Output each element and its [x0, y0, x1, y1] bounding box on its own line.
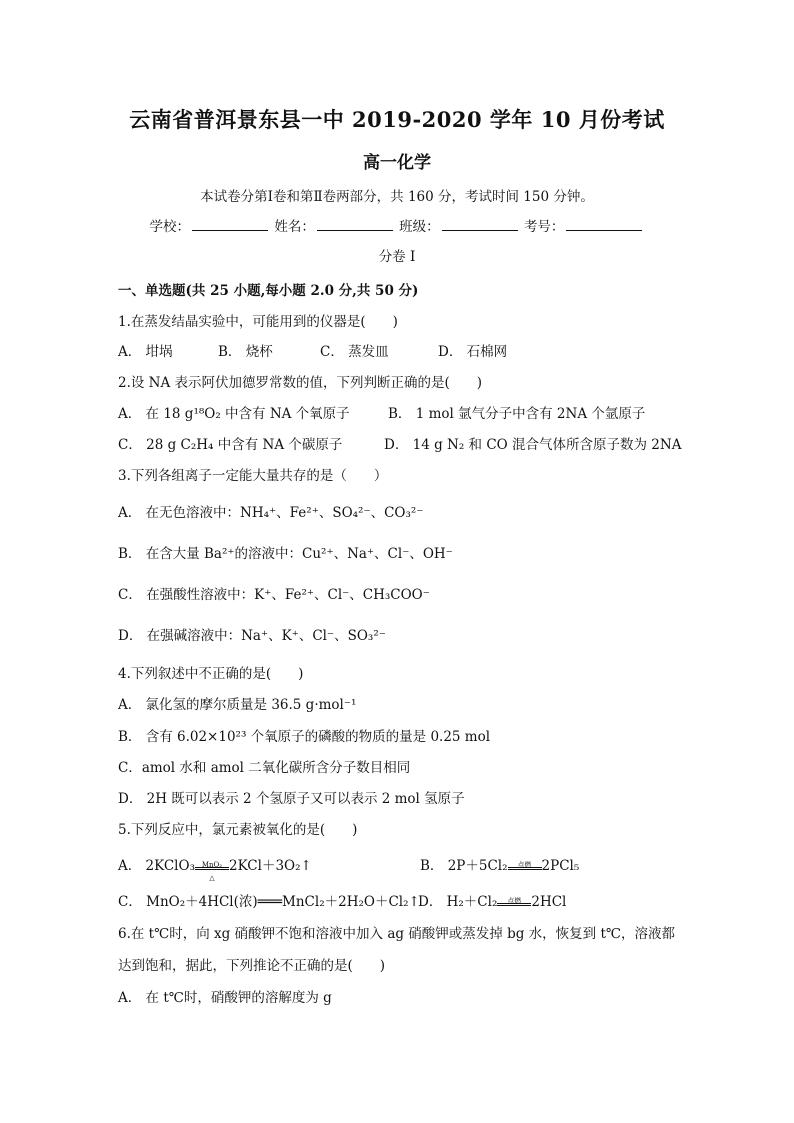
name-blank[interactable] [317, 218, 393, 231]
q1-option-a[interactable]: A． 坩埚 [118, 344, 173, 360]
school-blank[interactable] [192, 218, 268, 231]
q5-a-reactants: A． 2KClO₃ [118, 858, 195, 874]
exam-title: 云南省普洱景东县一中 2019-2020 学年 10 月份考试 [129, 107, 665, 132]
q4-stem: 4.下列叙述中不正确的是( ) [118, 666, 304, 682]
q3-option-c[interactable]: C． 在强酸性溶液中：K⁺、Fe²⁺、Cl⁻、CH₃COO⁻ [118, 587, 430, 603]
q5-b-products: 2PCl₅ [541, 858, 580, 874]
q5-d-products: 2HCl [531, 894, 567, 910]
q1-stem: 1.在蒸发结晶实验中，可能用到的仪器是( ) [118, 314, 398, 330]
q4-option-d[interactable]: D． 2H 既可以表示 2 个氢原子又可以表示 2 mol 氢原子 [118, 791, 465, 807]
exam-subtitle: 高一化学 [363, 153, 431, 173]
q5-option-c[interactable]: C． MnO₂＋4HCl(浓)═══MnCl₂＋2H₂O＋Cl₂↑ [118, 894, 420, 910]
q3-option-b[interactable]: B． 在含大量 Ba²⁺的溶液中：Cu²⁺、Na⁺、Cl⁻、OH⁻ [118, 546, 453, 562]
q3-option-a[interactable]: A． 在无色溶液中：NH₄⁺、Fe²⁺、SO₄²⁻、CO₃²⁻ [118, 505, 424, 521]
q5-d-condition [497, 894, 531, 912]
q5-a-condition [195, 858, 229, 882]
q6-stem-line2: 达到饱和，据此，下列推论不正确的是( ) [118, 958, 386, 974]
q5-stem: 5.下列反应中，氯元素被氧化的是( ) [118, 822, 358, 838]
q4-option-a[interactable]: A． 氯化氢的摩尔质量是 36.5 g·mol⁻¹ [118, 697, 357, 713]
class-label: 班级： [399, 219, 440, 235]
class-blank[interactable] [442, 218, 518, 231]
q5-d-ignite: 点燃 [507, 896, 522, 905]
q2-option-a[interactable]: A． 在 18 g¹⁸O₂ 中含有 NA 个氧原子 [118, 406, 350, 422]
q5-b-reactants: B． 2P＋5Cl₂ [420, 858, 508, 874]
exam-intro: 本试卷分第Ⅰ卷和第Ⅱ卷两部分，共 160 分，考试时间 150 分钟。 [200, 189, 594, 205]
q5-a-catalyst: MnO₂ [201, 860, 223, 869]
q5-a-products: 2KCl＋3O₂↑ [228, 858, 312, 874]
volume-label: 分卷 I [378, 249, 416, 265]
q5-d-reactants: D． H₂＋Cl₂ [418, 894, 498, 910]
q5-option-b[interactable] [420, 857, 579, 876]
q6-stem-line1: 6.在 t℃时，向 xg 硝酸钾不饱和溶液中加入 ag 硝酸钾或蒸发掉 bg 水，恢复到 t℃，溶液都 [118, 926, 675, 942]
q4-option-c[interactable]: C．amol 水和 amol 二氧化碳所含分子数目相同 [118, 760, 411, 776]
id-blank[interactable] [566, 218, 642, 231]
q1-option-c[interactable]: C． 蒸发皿 [320, 344, 389, 360]
q3-stem: 3.下列各组离子一定能大量共存的是（ ） [118, 468, 388, 484]
q1-option-d[interactable]: D． 石棉网 [438, 344, 508, 360]
name-label: 姓名： [274, 219, 315, 235]
q5-option-a[interactable] [118, 857, 312, 882]
id-label: 考号： [523, 219, 565, 235]
school-label: 学校： [149, 219, 191, 235]
q2-option-b[interactable]: B． 1 mol 氩气分子中含有 2NA 个氩原子 [388, 406, 646, 422]
student-info-row [0, 218, 794, 236]
q5-a-heat: △ [209, 873, 215, 882]
q3-option-d[interactable]: D． 在强碱溶液中：Na⁺、K⁺、Cl⁻、SO₃²⁻ [118, 628, 386, 644]
q5-b-ignite: 点燃 [517, 860, 532, 869]
q2-stem: 2.设 NA 表示阿伏加德罗常数的值，下列判断正确的是( ) [118, 375, 483, 391]
q5-option-d[interactable] [418, 893, 566, 912]
section-title: 一、单选题(共 25 小题,每小题 2.0 分,共 50 分) [118, 283, 419, 299]
q1-option-b[interactable]: B． 烧杯 [218, 344, 273, 360]
q4-option-b[interactable]: B． 含有 6.02×10²³ 个氧原子的磷酸的物质的量是 0.25 mol [118, 729, 491, 745]
q2-option-c[interactable]: C． 28 g C₂H₄ 中含有 NA 个碳原子 [118, 437, 343, 453]
q6-option-a[interactable]: A． 在 t℃时，硝酸钾的溶解度为 g [118, 990, 332, 1006]
q2-option-d[interactable]: D． 14 g N₂ 和 CO 混合气体所含原子数为 2NA [384, 437, 682, 453]
q5-b-condition [508, 858, 542, 876]
